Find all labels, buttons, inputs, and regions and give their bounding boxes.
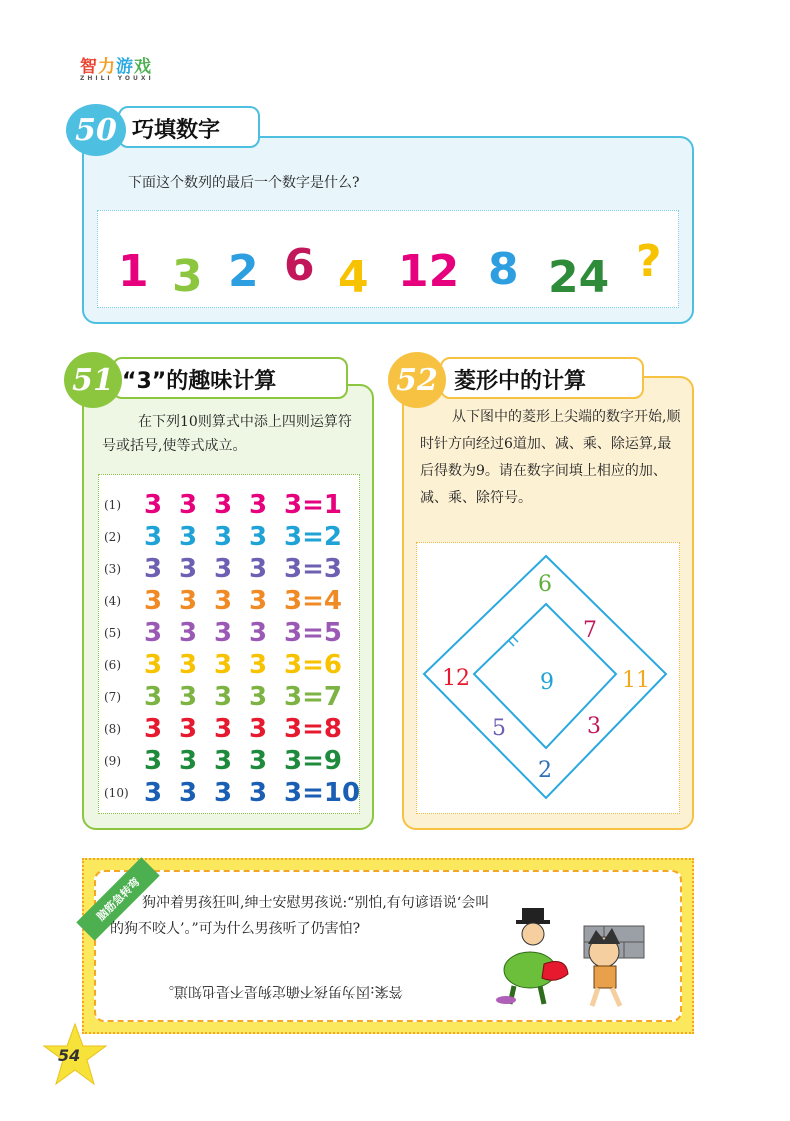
equation-number: 3	[144, 490, 163, 520]
diagram-number: 9	[540, 670, 554, 695]
equation-number: 3	[179, 522, 198, 552]
equation-row	[104, 522, 342, 552]
sequence-item: 6	[284, 240, 315, 291]
equation-row	[104, 746, 342, 776]
equation-number: 3	[179, 586, 198, 616]
puzzle-52-title: 菱形中的计算	[454, 369, 587, 394]
equation-label: (5)	[104, 626, 121, 640]
equation-number: 3	[144, 586, 163, 616]
equation-number: 3	[249, 714, 268, 744]
equation-result: 3=9	[284, 746, 342, 776]
diagram-number: 7	[583, 618, 597, 643]
equation-label: (4)	[104, 594, 121, 608]
equation-number: 3	[249, 618, 268, 648]
puzzle-50-title: 巧填数字	[132, 118, 221, 143]
puzzle-52-number-badge: 52	[388, 352, 446, 408]
header-title	[80, 52, 170, 77]
sequence-item: 1	[118, 246, 149, 297]
equation-row	[104, 650, 342, 680]
puzzle-51-title: “3”的趣味计算	[122, 369, 277, 394]
header-char: 力	[98, 57, 116, 77]
equation-number: 3	[249, 586, 268, 616]
diagram-number: 11	[622, 668, 650, 693]
equation-number: 3	[249, 746, 268, 776]
equation-row	[104, 682, 342, 712]
equation-label: (2)	[104, 530, 121, 544]
tick-mark	[512, 636, 518, 642]
equation-number: 3	[179, 650, 198, 680]
equation-number: 3	[179, 682, 198, 712]
equation-number: 3	[144, 682, 163, 712]
equation-result: 3=10	[284, 778, 361, 808]
equation-result: 3=8	[284, 714, 342, 744]
equation-number: 3	[249, 522, 268, 552]
equation-number: 3	[179, 714, 198, 744]
equation-row	[104, 554, 342, 584]
equation-row	[104, 490, 342, 520]
sequence-item: 24	[548, 252, 610, 303]
equation-result: 3=6	[284, 650, 342, 680]
equation-number: 3	[144, 650, 163, 680]
equation-number: 3	[144, 714, 163, 744]
joke-answer: 答案:因为男孩不确定狗是不是也知道。	[160, 983, 403, 999]
equation-row	[104, 618, 342, 648]
equation-label: (8)	[104, 722, 121, 736]
sequence-item: 12	[398, 246, 460, 297]
equation-number: 3	[214, 778, 233, 808]
equation-result: 3=3	[284, 554, 342, 584]
equation-number: 3	[249, 490, 268, 520]
joke-ribbon: 脑筋急转弯	[76, 857, 159, 940]
equation-number: 3	[249, 650, 268, 680]
puzzle-50-question: 下面这个数列的最后一个数字是什么?	[128, 175, 360, 191]
equation-number: 3	[249, 778, 268, 808]
equation-label: (6)	[104, 658, 121, 672]
equation-label: (1)	[104, 498, 121, 512]
equation-number: 3	[144, 618, 163, 648]
equation-result: 3=7	[284, 682, 342, 712]
equation-label: (9)	[104, 754, 121, 768]
equation-row	[104, 714, 342, 744]
equation-number: 3	[214, 650, 233, 680]
page-number: 54	[58, 1046, 81, 1065]
header-char: 智	[80, 57, 98, 77]
equation-number: 3	[179, 618, 198, 648]
equation-number: 3	[179, 490, 198, 520]
equation-number: 3	[214, 490, 233, 520]
equation-row	[104, 778, 360, 808]
equation-number: 3	[179, 746, 198, 776]
equation-label: (10)	[104, 786, 129, 800]
equation-number: 3	[249, 682, 268, 712]
equation-number: 3	[179, 554, 198, 584]
cartoon-illustration	[496, 900, 666, 1012]
equation-number: 3	[179, 778, 198, 808]
sequence-item: 2	[228, 246, 259, 297]
diagram-number: 5	[492, 716, 506, 741]
equation-result: 3=5	[284, 618, 342, 648]
sequence-item: 4	[338, 252, 369, 303]
sequence-item: ?	[636, 236, 662, 287]
header-pinyin: ZHILI YOUXI	[80, 75, 154, 82]
header-logo	[80, 52, 170, 82]
equation-label: (3)	[104, 562, 121, 576]
equation-number: 3	[214, 586, 233, 616]
equation-result: 3=1	[284, 490, 342, 520]
equation-label: (7)	[104, 690, 121, 704]
joke-text: 狗冲着男孩狂叫,绅士安慰男孩说:“别怕,有句谚语说‘会叫的狗不咬人’。”可为什么男孩听了仍害怕?	[110, 895, 490, 937]
equation-number: 3	[144, 746, 163, 776]
diagram-number: 3	[587, 714, 601, 739]
diagram-number: 2	[538, 758, 552, 783]
sequence-item: 3	[172, 251, 203, 302]
equation-number: 3	[214, 522, 233, 552]
equation-number: 3	[214, 714, 233, 744]
equation-number: 3	[214, 682, 233, 712]
header-char: 戏	[134, 57, 152, 77]
puzzle-50-number-badge: 50	[66, 104, 126, 156]
equation-number: 3	[249, 554, 268, 584]
equation-number: 3	[144, 554, 163, 584]
equation-number: 3	[214, 554, 233, 584]
header-char: 游	[116, 57, 134, 77]
equation-number: 3	[214, 746, 233, 776]
puzzle-51-number-badge: 51	[64, 352, 122, 408]
puzzle-52-description: 从下图中的菱形上尖端的数字开始,顺时针方向经过6道加、减、乘、除运算,最后得数为9。请在数字间填上相应的加、减、乘、除符号。	[420, 409, 681, 506]
equation-result: 3=2	[284, 522, 342, 552]
diagram-number: 6	[538, 572, 552, 597]
diagram-number: 12	[442, 666, 470, 691]
sequence-item: 8	[488, 244, 519, 295]
equation-number: 3	[144, 522, 163, 552]
tick-mark	[508, 640, 514, 646]
equation-result: 3=4	[284, 586, 342, 616]
puzzle-51-description: 在下列10则算式中添上四则运算符号或括号,使等式成立。	[102, 414, 352, 454]
equation-number: 3	[144, 778, 163, 808]
equation-row	[104, 586, 342, 616]
equation-number: 3	[214, 618, 233, 648]
